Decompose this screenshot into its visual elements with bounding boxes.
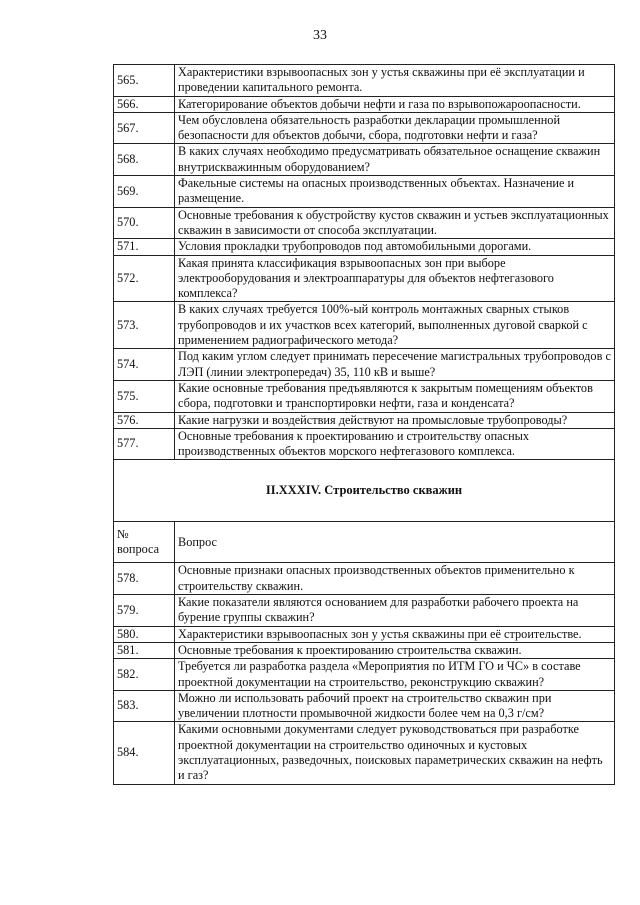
page-number: 33 xyxy=(313,28,327,43)
question-number: 569. xyxy=(114,176,175,208)
section-title: II.XXXIV. Строительство скважин xyxy=(114,460,615,522)
question-number: 568. xyxy=(114,144,175,176)
question-number: 574. xyxy=(114,349,175,381)
table-row xyxy=(114,112,615,144)
table-row xyxy=(114,207,615,239)
question-number: 576. xyxy=(114,412,175,428)
question-text: Категорирование объектов добычи нефти и газа по взрывопожароопасности. xyxy=(175,96,615,112)
question-number: 573. xyxy=(114,302,175,349)
table-row xyxy=(114,642,615,658)
question-number: 582. xyxy=(114,659,175,691)
question-text: Какие показатели являются основанием для разработки рабочего проекта на бурение группы скважин? xyxy=(175,595,615,627)
question-text: Характеристики взрывоопасных зон у устья скважины при её строительстве. xyxy=(175,626,615,642)
table-row xyxy=(114,96,615,112)
question-text: В каких случаях необходимо предусматривать обязательное оснащение скважин внутрискважинным оборудованием? xyxy=(175,144,615,176)
table-row xyxy=(114,255,615,302)
question-text: Какая принята классификация взрывоопасных зон при выборе электрооборудования и электроаппаратуры для объектов нефтегазового комплекса? xyxy=(175,255,615,302)
question-number: 575. xyxy=(114,380,175,412)
question-number: 577. xyxy=(114,428,175,460)
question-number: 578. xyxy=(114,563,175,595)
question-text: В каких случаях требуется 100%-ый контроль монтажных сварных стыков трубопроводов и их участков всех категорий, выполненных дуговой сваркой с применением радиографического метода? xyxy=(175,302,615,349)
question-text: Условия прокладки трубопроводов под автомобильными дорогами. xyxy=(175,239,615,255)
table-row xyxy=(114,690,615,722)
question-number: 570. xyxy=(114,207,175,239)
table-row xyxy=(114,349,615,381)
table-row xyxy=(114,563,615,595)
question-text: Какие основные требования предъявляются к закрытым помещениям объектов сбора, подготовки и транспортировки нефти, газа и конденсата? xyxy=(175,380,615,412)
header-number: № вопроса xyxy=(114,522,175,563)
question-number: 584. xyxy=(114,722,175,784)
question-number: 580. xyxy=(114,626,175,642)
question-text: Какие нагрузки и воздействия действуют на промысловые трубопроводы? xyxy=(175,412,615,428)
table-header-row xyxy=(114,522,615,563)
question-text: Можно ли использовать рабочий проект на строительство скважин при увеличении плотности промывочной жидкости более чем на 0,3 г/см? xyxy=(175,690,615,722)
question-number: 565. xyxy=(114,65,175,97)
question-text: Требуется ли разработка раздела «Мероприятия по ИТМ ГО и ЧС» в составе проектной документации на строительство, реконструкцию скважин? xyxy=(175,659,615,691)
table-row xyxy=(114,412,615,428)
question-number: 579. xyxy=(114,595,175,627)
question-text: Основные требования к проектированию строительства скважин. xyxy=(175,642,615,658)
question-text: Какими основными документами следует руководствоваться при разработке проектной документации на строительство одиночных и кустовых эксплуатационных, разведочных, поисковых параметрических скважин на нефть и газ? xyxy=(175,722,615,784)
question-number: 581. xyxy=(114,642,175,658)
questions-table xyxy=(113,64,615,785)
table-row xyxy=(114,176,615,208)
section-row xyxy=(114,460,615,522)
question-text: Под каким углом следует принимать пересечение магистральных трубопроводов с ЛЭП (линии электропередач) 35, 110 кВ и выше? xyxy=(175,349,615,381)
table-row xyxy=(114,65,615,97)
table-row xyxy=(114,659,615,691)
question-text: Основные признаки опасных производственных объектов применительно к строительству скважин. xyxy=(175,563,615,595)
question-number: 566. xyxy=(114,96,175,112)
question-text: Основные требования к проектированию и строительству опасных производственных объектов морского нефтегазового комплекса. xyxy=(175,428,615,460)
table-row xyxy=(114,380,615,412)
question-text: Характеристики взрывоопасных зон у устья скважины при её эксплуатации и проведении капитального ремонта. xyxy=(175,65,615,97)
question-number: 583. xyxy=(114,690,175,722)
question-text: Факельные системы на опасных производственных объектах. Назначение и размещение. xyxy=(175,176,615,208)
table-row xyxy=(114,302,615,349)
question-number: 572. xyxy=(114,255,175,302)
table-row xyxy=(114,722,615,784)
header-question: Вопрос xyxy=(175,522,615,563)
table-row xyxy=(114,239,615,255)
question-number: 571. xyxy=(114,239,175,255)
question-text: Чем обусловлена обязательность разработки декларации промышленной безопасности для объектов добычи, сбора, подготовки нефти и газа? xyxy=(175,112,615,144)
question-number: 567. xyxy=(114,112,175,144)
table-row xyxy=(114,595,615,627)
question-text: Основные требования к обустройству кустов скважин и устьев эксплуатационных скважин в зависимости от способа эксплуатации. xyxy=(175,207,615,239)
table-row xyxy=(114,428,615,460)
table-row xyxy=(114,626,615,642)
table-row xyxy=(114,144,615,176)
